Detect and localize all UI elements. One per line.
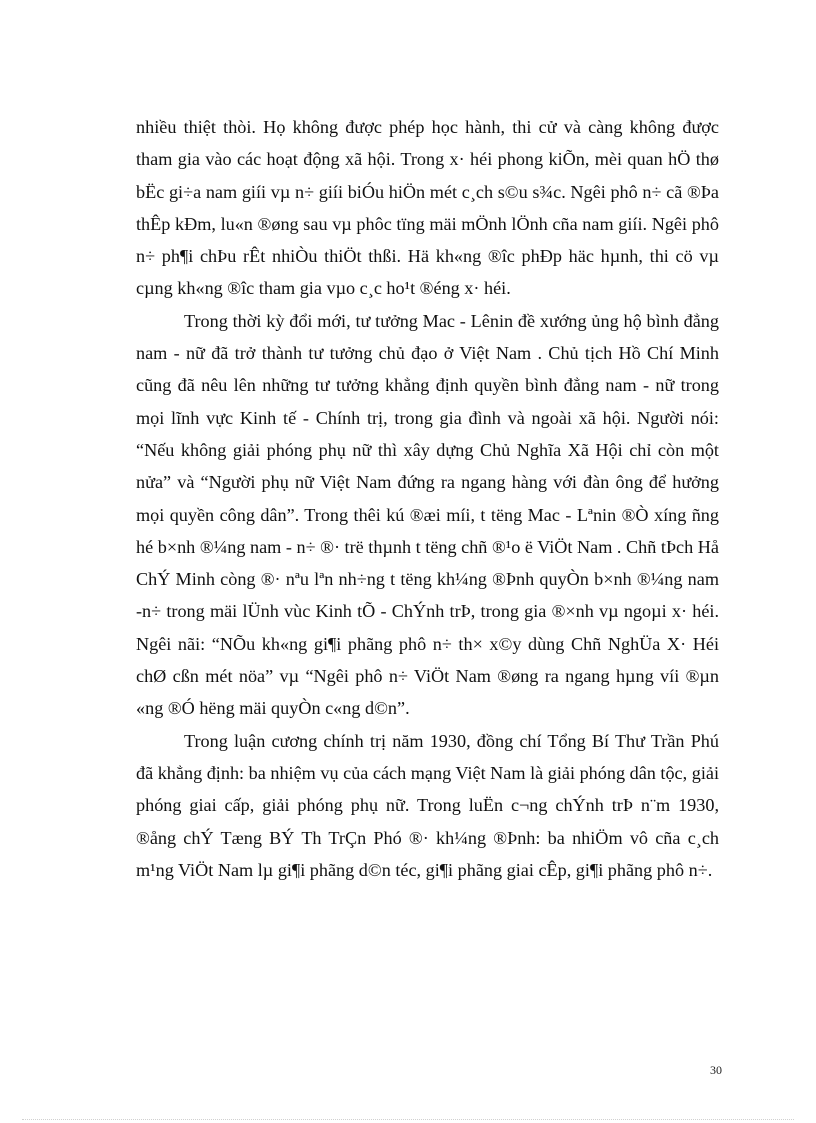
page-number: 30 bbox=[710, 1063, 722, 1077]
page-bottom-divider bbox=[22, 1119, 794, 1120]
paragraph-1: nhiều thiệt thòi. Họ không được phép học hành, thi cử và càng không được tham gia vào các hoạt động xã hội. Trong x· héi phong kiÕn, mèi quan hÖ thø bËc gi÷a nam giíi vµ n÷ giíi biÓu hiÖn mét c¸ch s©u s¾c. Ngêi phô n÷ cã ®Þa thÊp kÐm, lu«n ®øng sau vµ phôc tïng mäi mÖnh lÖnh cña nam giíi. Ngêi phô n÷ ph¶i chÞu rÊt nhiÒu thiÖt thßi. Hä kh«ng ®îc phÐp häc hµnh, thi cö vµ cµng kh«ng ®îc tham gia vµo c¸c ho¹t ®éng x· héi. bbox=[136, 117, 719, 299]
paragraph-2: Trong thời kỳ đổi mới, tư tưởng Mac - Lênin đề xướng ủng hộ bình đẳng nam - nữ đã trở thành tư tưởng chủ đạo ở Việt Nam . Chủ tịch Hồ Chí Minh cũng đã nêu lên những tư tưởng khẳng định quyền bình đẳng nam - nữ trong mọi lĩnh vực Kinh tế - Chính trị, trong gia đình và ngoài xã hội. Người nói: “Nếu không giải phóng phụ nữ thì xây dựng Chủ Nghĩa Xã Hội chỉ còn một nửa” và “Người phụ nữ Việt Nam đứng ra ngang hàng với đàn ông để hưởng mọi quyền công dân”. Trong thêi kú ®æi míi, t tëng Mac - Lªnin ®Ò xíng ñng hé b×nh ®¼ng nam - n÷ ®· trë thµnh t tëng chñ ®¹o ë ViÖt Nam . Chñ tÞch Hå ChÝ Minh còng ®· nªu lªn nh÷ng t tëng kh¼ng ®Þnh quyÒn b×nh ®¼ng nam -n÷ trong mäi lÜnh vùc Kinh tÕ - ChÝnh trÞ, trong gia ®×nh vµ ngoµi x· héi. Ngêi nãi: “NÕu kh«ng gi¶i phãng phô n÷ th× x©y dùng Chñ NghÜa X· Héi chØ cßn mét nöa” vµ “Ngêi phô n÷ ViÖt Nam ®øng ra ngang hµng víi ®µn «ng ®Ó hëng mäi quyÒn c«ng d©n”. bbox=[136, 310, 719, 719]
document-body bbox=[136, 111, 719, 886]
paragraph-3: Trong luận cương chính trị năm 1930, đồng chí Tổng Bí Thư Trần Phú đã khẳng định: ba nhiệm vụ của cách mạng Việt Nam là giải phóng dân tộc, giải phóng giai cấp, giải phóng phụ nữ. Trong luËn c¬ng chÝnh trÞ n¨m 1930, ®ång chÝ Tæng BÝ Th TrÇn Phó ®· kh¼ng ®Þnh: ba nhiÖm vô cña c¸ch m¹ng ViÖt Nam lµ gi¶i phãng d©n téc, gi¶i phãng giai cÊp, gi¶i phãng phô n÷. bbox=[136, 730, 719, 880]
